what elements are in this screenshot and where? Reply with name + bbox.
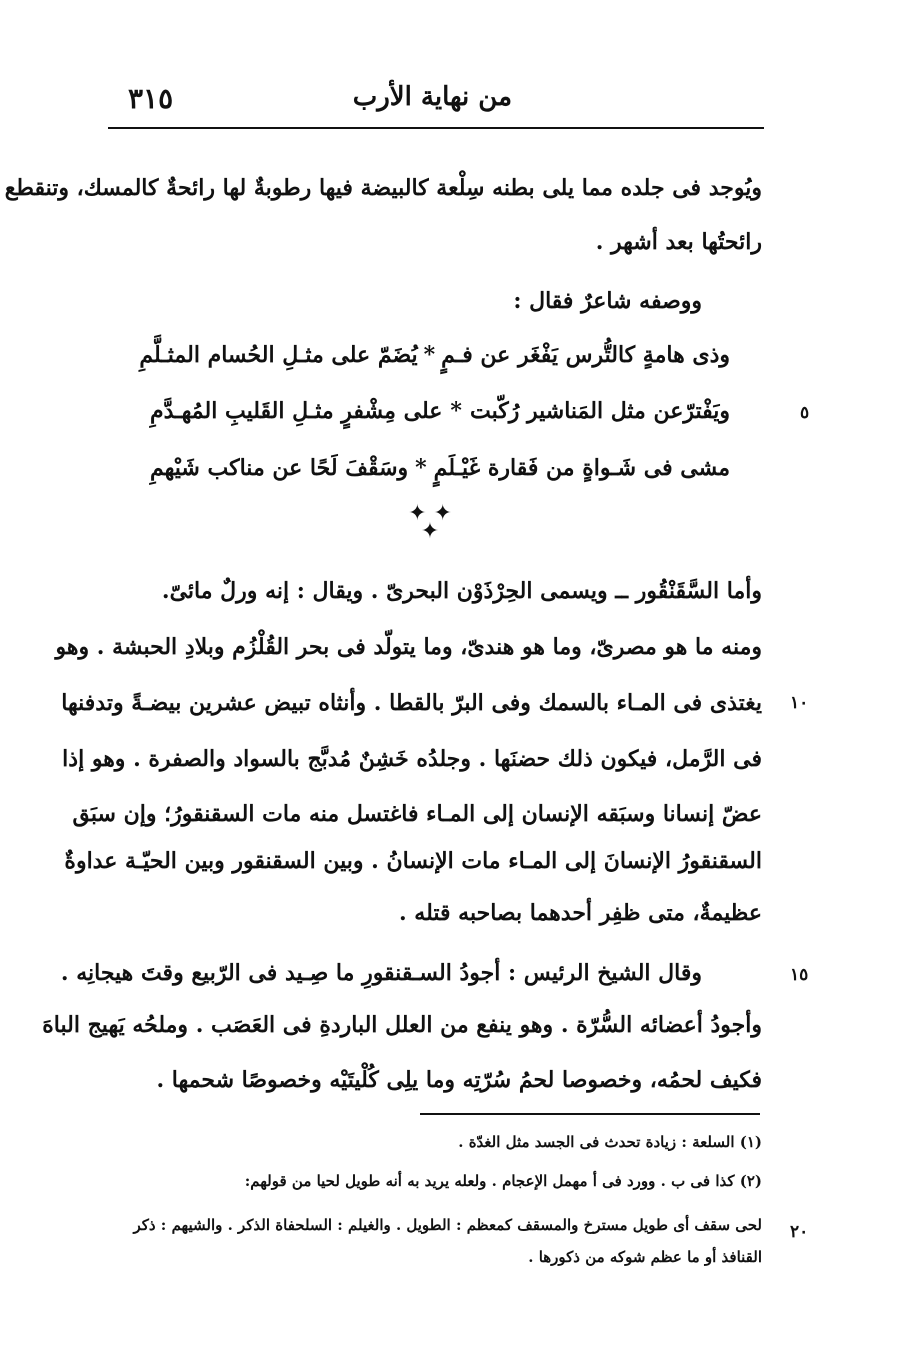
body-line: عضّ إنسانا وسبَقه الإنسان إلى المـاء فاغتسل منه مات السقنقورُ؛ وإن سبَق [72,801,762,827]
body-line: وقال الشيخ الرئيس : أجودُ السـقنقورِ ما صِـيد فى الرّبيع وقتَ هيجانِه . [60,960,702,986]
footnote-line: القنافذ أو ما عظم شوكه من ذكورها . [528,1248,762,1266]
section-ornament: ✦ ✦ ✦ [408,501,452,544]
body-line: السقنقورُ الإنسانَ إلى المـاء مات الإنسانُ . وبين السقنقور وبين الحيّـة عداوةٌ [64,848,762,874]
verse-line [150,383,730,439]
body-line: يغتذى فى المـاء بالسمك وفى البرّ بالقطا . وأنثاه تبيض عشرين بيضـةً وتدفنها [61,690,762,716]
verse-line [150,440,730,496]
page-header [110,82,762,126]
body-line: فى الرَّمل، فيكون ذلك حضنَها . وجلدُه خَشِنٌ مُدبَّج بالسواد والصفرة . وهو إذا [62,746,762,772]
footnote-line: لحى سقف أى طويل مسترخ والمسقف كمعظم : الطويل . والغيلم : السلحفاة الذكر . والشيهم : ذكر [133,1216,762,1234]
footnote-line: (٢) كذا فى ب . وورد فى أ مهمل الإعجام . ولعله يريد به أنه طويل لحيا من قولهم: [244,1172,762,1190]
margin-line-number: ٢٠ [790,1222,809,1242]
verse-hemistich-second: على مِشْفرٍ مثـلِ القَليبِ المُهـدَّمِ [150,398,443,424]
header-rule [108,127,764,129]
verse-hemistich-first: ويَفْترّعن مثل المَناشير رُكّبت [469,398,730,424]
verse-line [139,327,730,383]
body-line: عظيمةٌ، متى ظفِر أحدهما بصاحبه قتله . [398,900,762,926]
body-line: وأما السَّقَنْقُور ــ ويسمى الحِرْذَوْن البحرىّ . ويقال : إنه ورلٌ مائىّ. [161,578,762,604]
page-number: ٣١٥ [128,82,174,115]
verse-separator: * [423,342,436,368]
running-title: من نهاية الأرب [352,82,512,112]
footnote-rule [420,1113,760,1115]
body-line: وأجودُ أعضائه السُّرّة . وهو ينفع من العلل الباردةِ فى العَصَب . وملحُه يَهيج الباهَ [42,1012,762,1038]
body-line: رائحتُها بعد أشهر . [595,229,762,255]
body-line: ويُوجد فى جلده مما يلى بطنه سِلْعة كالبيضة فيها رطوبةٌ لها رائحةٌ كالمسك، وتنقطع [4,175,762,201]
body-line: فكيف لحمُه، وخصوصا لحمُ سُرّتِه وما يلِى كُلْيتَيْه وخصوصًا شحمها . [156,1067,762,1093]
body-line: ووصفه شاعرٌ فقال : [513,288,702,314]
verse-separator: * [450,398,462,424]
margin-line-number: ٥ [800,403,810,423]
verse-hemistich-second: وسَقْفَ لَحًا عن مناكب شَيْهمِ [150,455,409,481]
verse-hemistich-second: يُضَمّ على مثـلِ الحُسام المثـلَّمِ [139,342,418,368]
verse-separator: * [415,455,427,481]
verse-hemistich-first: وذى هامةٍ كالتُّرس يَفْغَر عن فـمٍ [441,342,730,368]
margin-line-number: ١٠ [790,693,809,713]
verse-hemistich-first: مشى فى شَـواةٍ من فَقارة غَيْـلَمٍ [433,455,730,481]
footnote-line: (١) السلعة : زيادة تحدث فى الجسد مثل الغدّة . [458,1133,762,1151]
margin-line-number: ١٥ [790,965,809,985]
body-line: ومنه ما هو مصرىّ، وما هو هندىّ، وما يتولّد فى بحر القُلْزُم وبلادِ الحبشة . وهو [55,634,762,660]
